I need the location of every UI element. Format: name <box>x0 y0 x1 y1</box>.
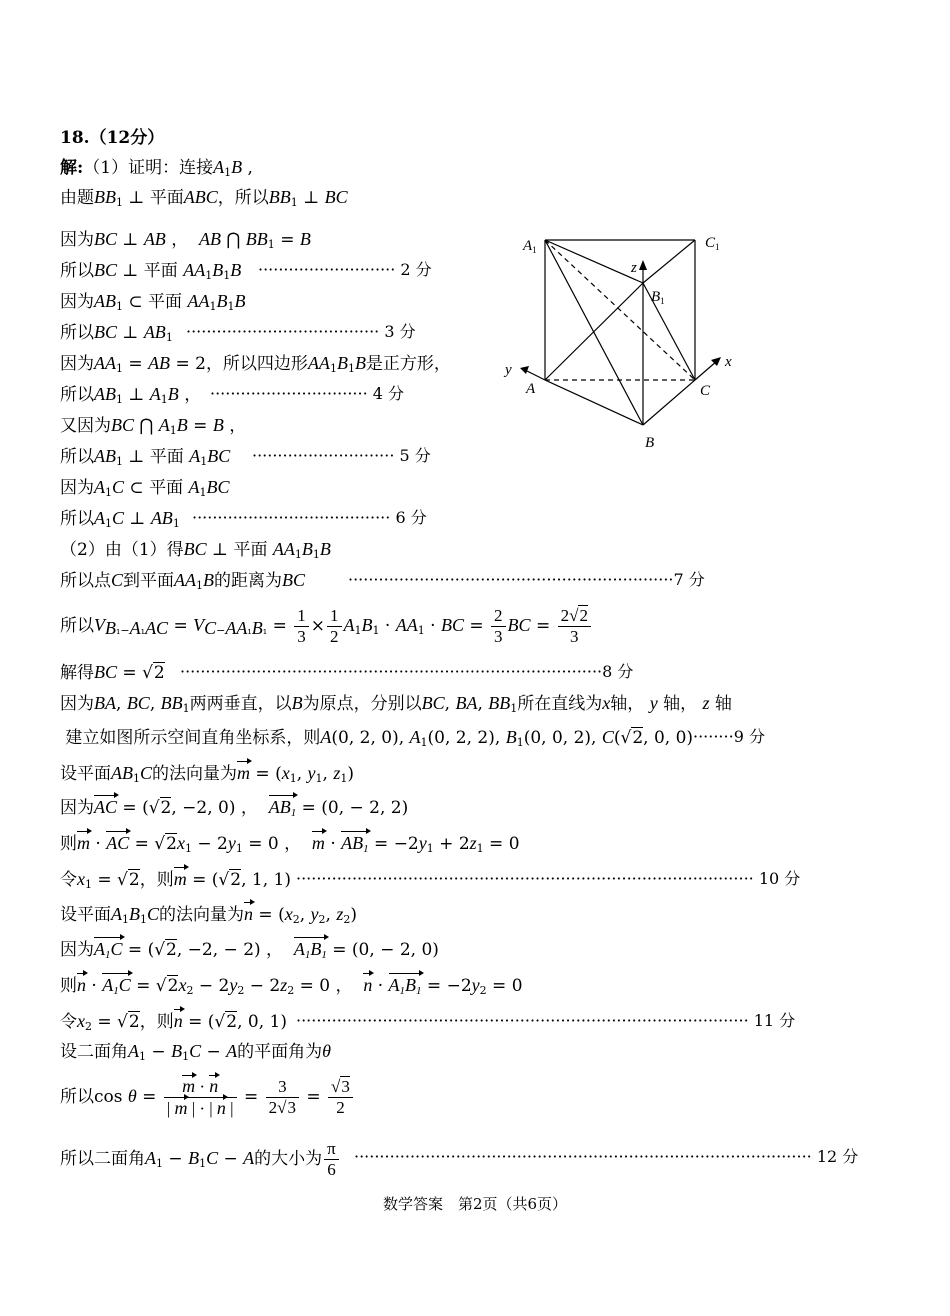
solution-line-29: 所以二面角$A_1 - B_1C - A$的大小为 $\frac{\pi}{6}$ <box>60 1136 341 1186</box>
score-9: ········9 分 <box>693 727 765 746</box>
score-5: ···························· 5 分 <box>252 446 431 465</box>
score-7: ································································7 分 <box>348 570 705 589</box>
solution-line-17: 因为BA, BC, $BB_1$两两垂直，以B为原点，分别以BC, BA, $BB_1$所在直线为x轴， y 轴， z 轴 <box>60 693 732 715</box>
solution-line-15: 所以$V_{B_1-A_1AC} = V_{C-AA_1B_1}$ = $\frac{1}{3}$ × $\frac{1}{2}$ $A_1B_1 \cdot AA_1$ · BC = $\frac{2}{3}$ BC = $\frac{2√2}{3}$ <box>60 603 593 653</box>
label-a: A <box>526 381 536 397</box>
solution-line-13: （2）由（1）得BC ⊥ 平面 $AA_1B_1B$ <box>60 539 331 561</box>
edge-b-c <box>643 380 695 425</box>
solution-line-21: 则m · AC = $√2x_1 - 2y_1 = 0$ ， $m \cdot AB_1 = -2y_1 + 2z_1 = 0$ <box>60 832 520 860</box>
solution-line-18: 建立如图所示空间直角坐标系，则A(0, 2, 0), $A_1(0$, 2, 2), $B_1(0$, 0, 2), C(√2, 0, 0) <box>65 727 694 749</box>
score-2: ··························· 2 分 <box>258 260 432 279</box>
solution-line-22: 令$x_1 = √2$，则m = (√2, 1, 1) <box>60 869 291 891</box>
solution-line-8: 所以$AB_1$ ⊥ $A_1B$ ， <box>60 384 202 406</box>
label-a1: $A_1$ <box>523 238 537 255</box>
solution-line-27: 设二面角$A_1 - B_1C - A$的平面角为θ <box>60 1041 331 1063</box>
solution-line-1: 解:（1）证明：连接$A_1B$ , <box>60 157 253 179</box>
solution-line-19: 设平面$AB_1C$的法向量为$m = (x_1$, $y_1$, $z_1$) <box>60 763 354 785</box>
label-b: B <box>645 435 655 451</box>
score-10: ·························································································· 10 分 <box>296 869 801 888</box>
solution-line-20: 因为AC = (√2, −2, 0) ， $AB_1 = (0$, − 2, 2) <box>60 796 408 824</box>
problem-points: （12分） <box>89 128 165 148</box>
label-y: y <box>505 362 512 378</box>
diag-a1-b <box>545 240 643 425</box>
diag-a1-c <box>545 240 695 380</box>
label-c: C <box>700 383 711 399</box>
y-arrow-icon <box>520 366 529 374</box>
solution-line-2: 由题$BB_1$ ⊥ 平面ABC，所以$BB_1$ ⊥ BC <box>60 187 348 209</box>
solution-line-11: 因为$A_1C$ ⊂ 平面 $A_1BC$ <box>60 477 230 499</box>
solution-line-4: 所以BC ⊥ 平面 $AA_1B_1B$ <box>60 260 242 282</box>
diag-a-b1 <box>545 283 643 380</box>
score-3: ······································ 3 分 <box>186 322 416 341</box>
problem-number: 18. <box>60 128 90 148</box>
score-4: ······························· 4 分 <box>210 384 405 403</box>
edge-a-b <box>545 380 643 425</box>
solution-line-26: 令$x_2 = √2$，则n = (√2, 0, 1) <box>60 1011 287 1033</box>
solution-line-24: 因为$A_1C = (√2$, −2, − 2) ， $A_1B_1 = (0$, − 2, 0) <box>60 938 439 966</box>
solution-line-14: 所以点C到平面$AA_1B$的距离为BC <box>60 570 306 592</box>
label-b1: $B_1$ <box>651 289 665 306</box>
prism-figure <box>495 225 755 465</box>
edge-b1-c1 <box>643 240 695 283</box>
solution-line-10: 所以$AB_1$ ⊥ 平面 $A_1BC$ <box>60 446 231 468</box>
solution-line-9: 又因为BC ⋂ $A_1B = B$ ， <box>60 415 247 437</box>
solution-line-6: 所以BC ⊥ $AB_1$ <box>60 322 173 344</box>
score-8: ···················································································8 分 <box>180 662 634 681</box>
solution-line-7: 因为$AA_1$ = AB = 2，所以四边形$AA_1B_1B$是正方形， <box>60 353 451 375</box>
solution-line-25: 则$n \cdot A_1C = √2x_2 - 2y_2 - 2z_2 = 0$ ， $n \cdot A_1B_1 = -2y_2 = 0$ <box>60 974 523 1002</box>
solution-line-28: 所以cos θ = $\frac{m \cdot n}{| m | \cdot | n |}$ = $\frac{3}{2√3}$ = $\frac{√3}{2}$ <box>60 1072 355 1121</box>
score-11: ························································································· 11 分 <box>296 1011 796 1030</box>
solution-line-3: 因为BC ⊥ AB ， AB ⋂ $BB_1 = B$ <box>60 229 311 251</box>
z-arrow-icon <box>639 260 647 270</box>
solution-line-5: 因为$AB_1$ ⊂ 平面 $AA_1B_1B$ <box>60 291 246 313</box>
solution-line-12: 所以$A_1C$ ⊥ $AB_1$ <box>60 508 180 530</box>
y-axis <box>525 370 545 380</box>
problem-header <box>60 127 164 149</box>
x-axis <box>695 361 717 380</box>
score-12: ·························································································· 12 分 <box>354 1147 859 1166</box>
score-6: ······································· 6 分 <box>192 508 427 527</box>
label-c1: $C_1$ <box>705 235 720 252</box>
edge-a1-b1 <box>545 240 643 283</box>
solution-line-23: 设平面$A_1B_1C$的法向量为$n = (x_2$, $y_2$, $z_2$) <box>60 904 357 926</box>
page-footer: 数学答案 第2页（共6页） <box>382 1195 568 1213</box>
label-z: z <box>631 260 637 276</box>
label-x: x <box>725 354 732 370</box>
solution-line-16: 解得BC = √2 <box>60 662 165 683</box>
